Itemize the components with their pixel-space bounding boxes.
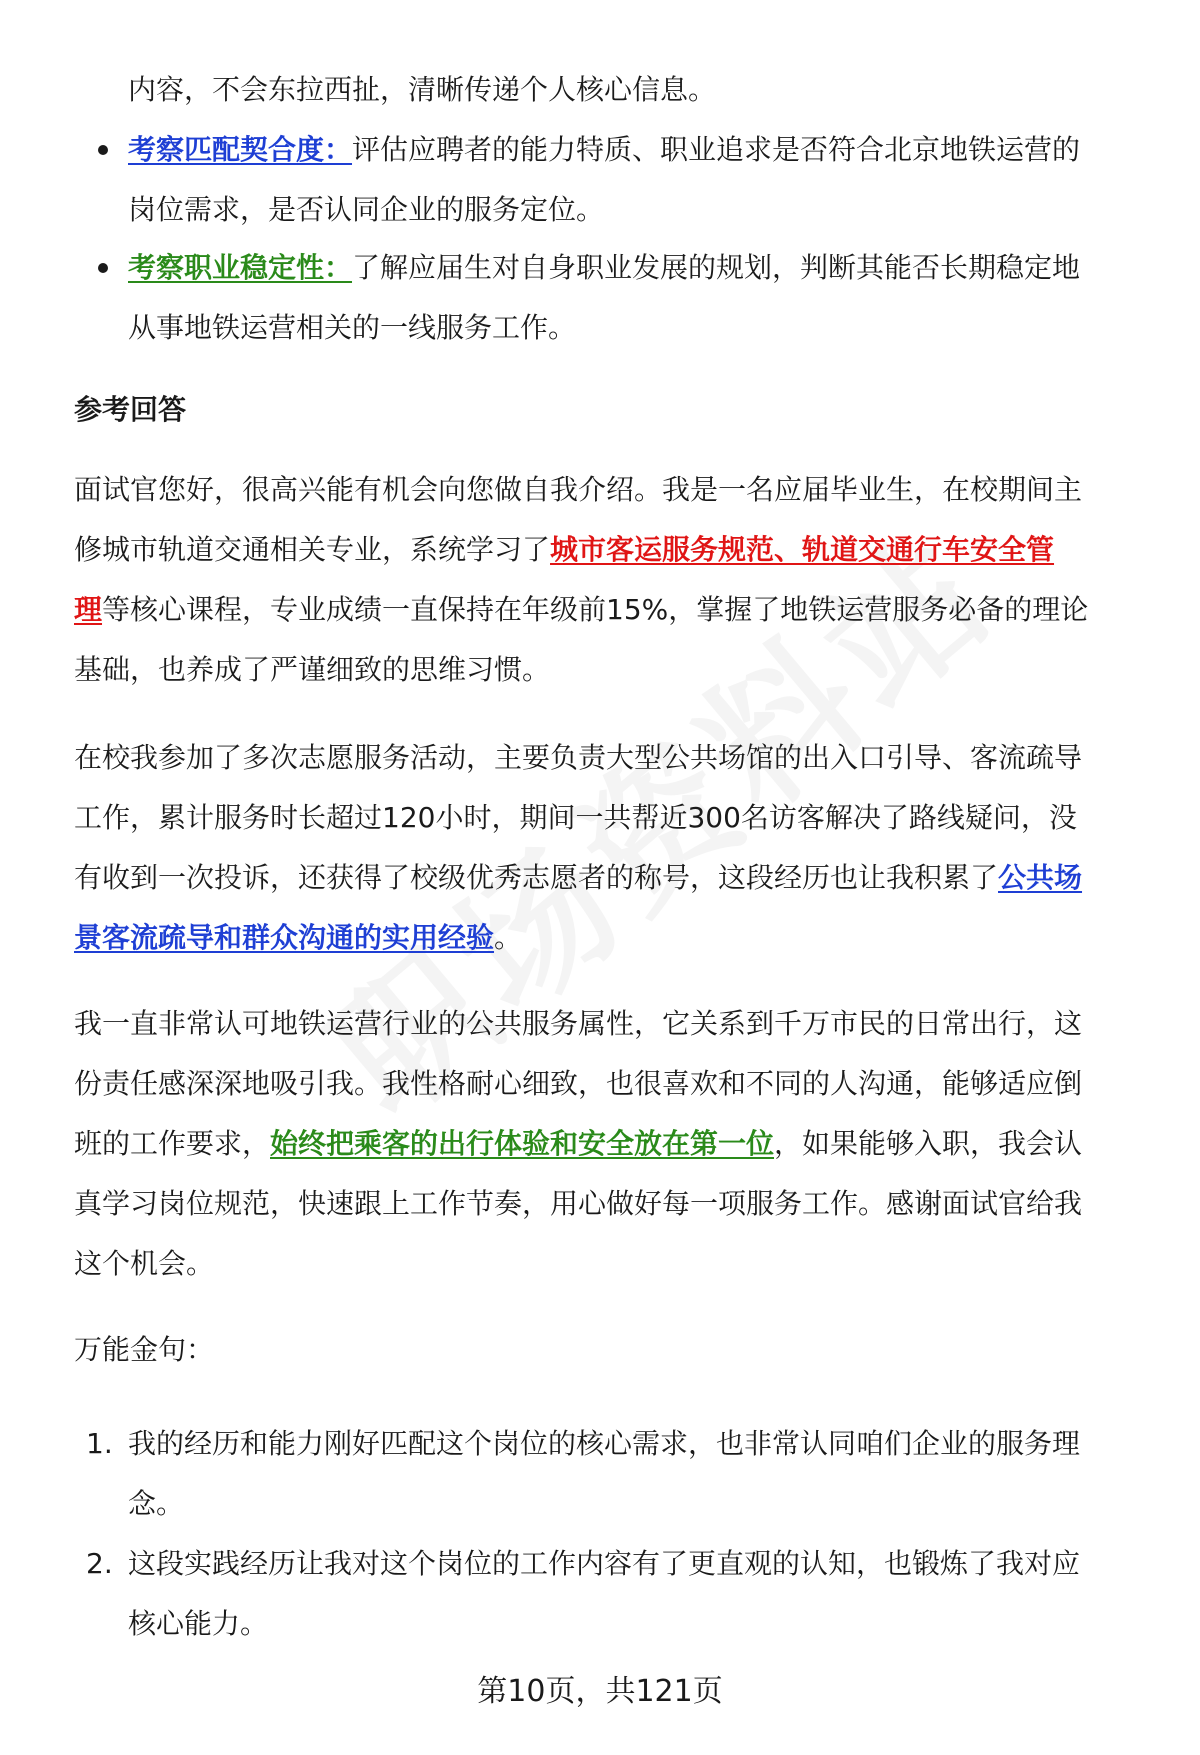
golden-item-1-line-2: 念。 xyxy=(128,1487,185,1520)
list-number: 2. xyxy=(86,1547,113,1580)
paragraph-1-line-3 xyxy=(74,590,1088,630)
bullet-item-fit xyxy=(128,130,1080,170)
bullet-text: 从事地铁运营相关的一线服务工作。 xyxy=(128,311,577,344)
bullet-item-stability-line2 xyxy=(128,308,576,348)
golden-item-2-line-1: 这段实践经历让我对这个岗位的工作内容有了更直观的认知，也锻炼了我对应 xyxy=(128,1547,1081,1580)
highlight-red: 城市客运服务规范、轨道交通行车安全管 xyxy=(550,533,1055,566)
bullet-label: 考察职业稳定性： xyxy=(128,251,353,284)
paragraph-3-line-4: 真学习岗位规范，快速跟上工作节奏，用心做好每一项服务工作。感谢面试官给我 xyxy=(74,1187,1083,1220)
highlight-blue: 公共场 xyxy=(998,861,1083,894)
text-span: 。 xyxy=(494,921,523,954)
bullet-text: 评估应聘者的能力特质、职业追求是否符合北京地铁运营的 xyxy=(352,133,1081,166)
paragraph-2-line-2: 工作，累计服务时长超过120小时，期间一共帮近300名访客解决了路线疑问，没 xyxy=(74,801,1077,834)
bullet-label: 考察匹配契合度： xyxy=(128,133,353,166)
text-span: 有收到一次投诉，还获得了校级优秀志愿者的称号，这段经历也让我积累了 xyxy=(74,861,999,894)
section-heading: 参考回答 xyxy=(74,393,187,426)
bullet-text: 了解应届生对自身职业发展的规划，判断其能否长期稳定地 xyxy=(352,251,1081,284)
paragraph-3-line-1: 我一直非常认可地铁运营行业的公共服务属性，它关系到千万市民的日常出行，这 xyxy=(74,1007,1083,1040)
bullet-dot xyxy=(98,263,108,273)
list-number: 1. xyxy=(86,1427,113,1460)
page-footer: 第10页，共121页 xyxy=(477,1674,723,1709)
bullet-text: 内容，不会东拉西扯，清晰传递个人核心信息。 xyxy=(128,73,717,106)
paragraph-3-line-5: 这个机会。 xyxy=(74,1247,215,1280)
text-span: 等核心课程，专业成绩一直保持在年级前15%，掌握了地铁运营服务必备的理论 xyxy=(102,593,1089,626)
highlight-green: 始终把乘客的出行体验和安全放在第一位 xyxy=(270,1127,775,1160)
paragraph-1-line-4: 基础，也养成了严谨细致的思维习惯。 xyxy=(74,653,551,686)
paragraph-2-line-1: 在校我参加了多次志愿服务活动，主要负责大型公共场馆的出入口引导、客流疏导 xyxy=(74,741,1083,774)
highlight-red: 理 xyxy=(74,593,103,626)
golden-item-1-line-1: 我的经历和能力刚好匹配这个岗位的核心需求，也非常认同咱们企业的服务理 xyxy=(128,1427,1081,1460)
text-span: 修城市轨道交通相关专业，系统学习了 xyxy=(74,533,551,566)
bullet-dot xyxy=(98,145,108,155)
text-span: 班的工作要求， xyxy=(74,1127,271,1160)
text-span: ，如果能够入职，我会认 xyxy=(774,1127,1083,1160)
bullet-text: 岗位需求，是否认同企业的服务定位。 xyxy=(128,193,605,226)
golden-item-2-line-2: 核心能力。 xyxy=(128,1607,269,1640)
highlight-blue: 景客流疏导和群众沟通的实用经验 xyxy=(74,921,495,954)
bullet-continuation xyxy=(128,70,716,110)
paragraph-3-line-2: 份责任感深深地吸引我。我性格耐心细致，也很喜欢和不同的人沟通，能够适应倒 xyxy=(74,1067,1083,1100)
paragraph-3-line-3 xyxy=(74,1124,1082,1164)
paragraph-2-line-4 xyxy=(74,918,522,958)
golden-label: 万能金句： xyxy=(74,1333,215,1366)
paragraph-1-line-2 xyxy=(74,530,1054,570)
bullet-item-fit-line2 xyxy=(128,190,604,230)
paragraph-2-line-3 xyxy=(74,858,1082,898)
paragraph-1-line-1: 面试官您好，很高兴能有机会向您做自我介绍。我是一名应届毕业生，在校期间主 xyxy=(74,473,1083,506)
bullet-item-stability xyxy=(128,248,1080,288)
